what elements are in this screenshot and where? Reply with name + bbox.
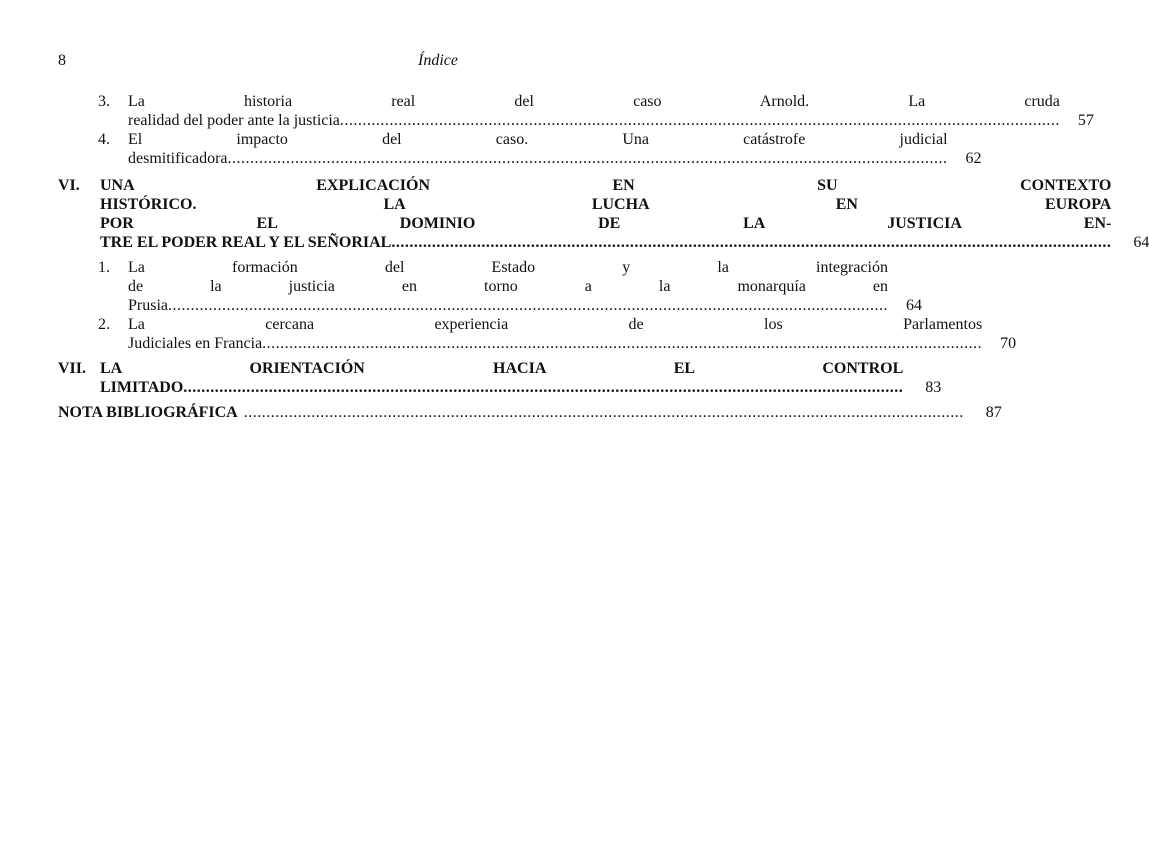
toc-entry-title-line: La historia real del caso Arnold. La cruda: [128, 93, 1060, 110]
dot-leader: [391, 233, 1111, 252]
chapter-title-line: TRE EL PODER REAL Y EL SEÑORIAL: [100, 234, 392, 251]
toc-entry-title-line: desmitificadora: [128, 150, 228, 167]
toc-entry-4: [98, 130, 982, 168]
toc-entry-number: 4.: [98, 131, 110, 148]
chapter-title-line: HISTÓRICO. LA LUCHA EN EUROPA: [100, 196, 1112, 213]
dot-leader: [168, 296, 888, 315]
toc-entry-title-line: El impacto del caso. Una catástrofe judicial: [128, 131, 948, 148]
toc-entry-number: 1.: [98, 259, 110, 276]
chapter-number: VI.: [58, 177, 80, 194]
toc-entry-title-line: Judiciales en Francia: [128, 335, 263, 352]
toc-entry-3: [98, 92, 1094, 130]
toc-entry-title-line: Prusia: [128, 297, 168, 314]
page-number: 8: [58, 52, 66, 69]
toc-entry-6-2: [98, 315, 1017, 353]
dot-leader: [183, 378, 903, 397]
chapter-title-line: UNA EXPLICACIÓN EN SU CONTEXTO: [100, 177, 1112, 194]
chapter-title-line: LIMITADO: [100, 379, 184, 396]
toc-entry-page: 87: [985, 404, 1002, 421]
toc-entry-title-line: de la justicia en torno a la monarquía en: [128, 278, 888, 295]
dot-leader: [228, 149, 948, 168]
dot-leader: [340, 111, 1060, 130]
toc-entry-title-line: La formación del Estado y la integración: [128, 259, 888, 276]
toc-chapter-6: [58, 176, 1149, 252]
toc-bibliography: [58, 403, 1002, 422]
toc-entry-number: 3.: [98, 93, 110, 110]
running-head: Índice: [418, 52, 458, 69]
table-of-contents: [58, 92, 1149, 422]
toc-entry-page: 62: [965, 150, 982, 167]
toc-entry-page: 57: [1077, 112, 1094, 129]
chapter-number: VII.: [58, 360, 87, 377]
toc-entry-6-1: [98, 258, 922, 315]
chapter-title-line: LA ORIENTACIÓN HACIA EL CONTROL: [100, 360, 904, 377]
toc-entry-page: 64: [906, 297, 922, 314]
toc-entry-title-line: La cercana experiencia de los Parlamentos: [128, 316, 983, 333]
toc-entry-page: 64: [1133, 234, 1149, 251]
bibliography-title: NOTA BIBLIOGRÁFICA: [58, 404, 238, 421]
chapter-title-line: POR EL DOMINIO DE LA JUSTICIA EN-: [100, 215, 1112, 232]
toc-entry-title-line: realidad del poder ante la justicia: [128, 112, 340, 129]
toc-entry-number: 2.: [98, 316, 110, 333]
dot-leader: [244, 403, 964, 422]
toc-entry-page: 70: [1000, 335, 1017, 352]
dot-leader: [262, 334, 982, 353]
toc-chapter-7: [58, 359, 942, 397]
toc-entry-page: 83: [925, 379, 942, 396]
